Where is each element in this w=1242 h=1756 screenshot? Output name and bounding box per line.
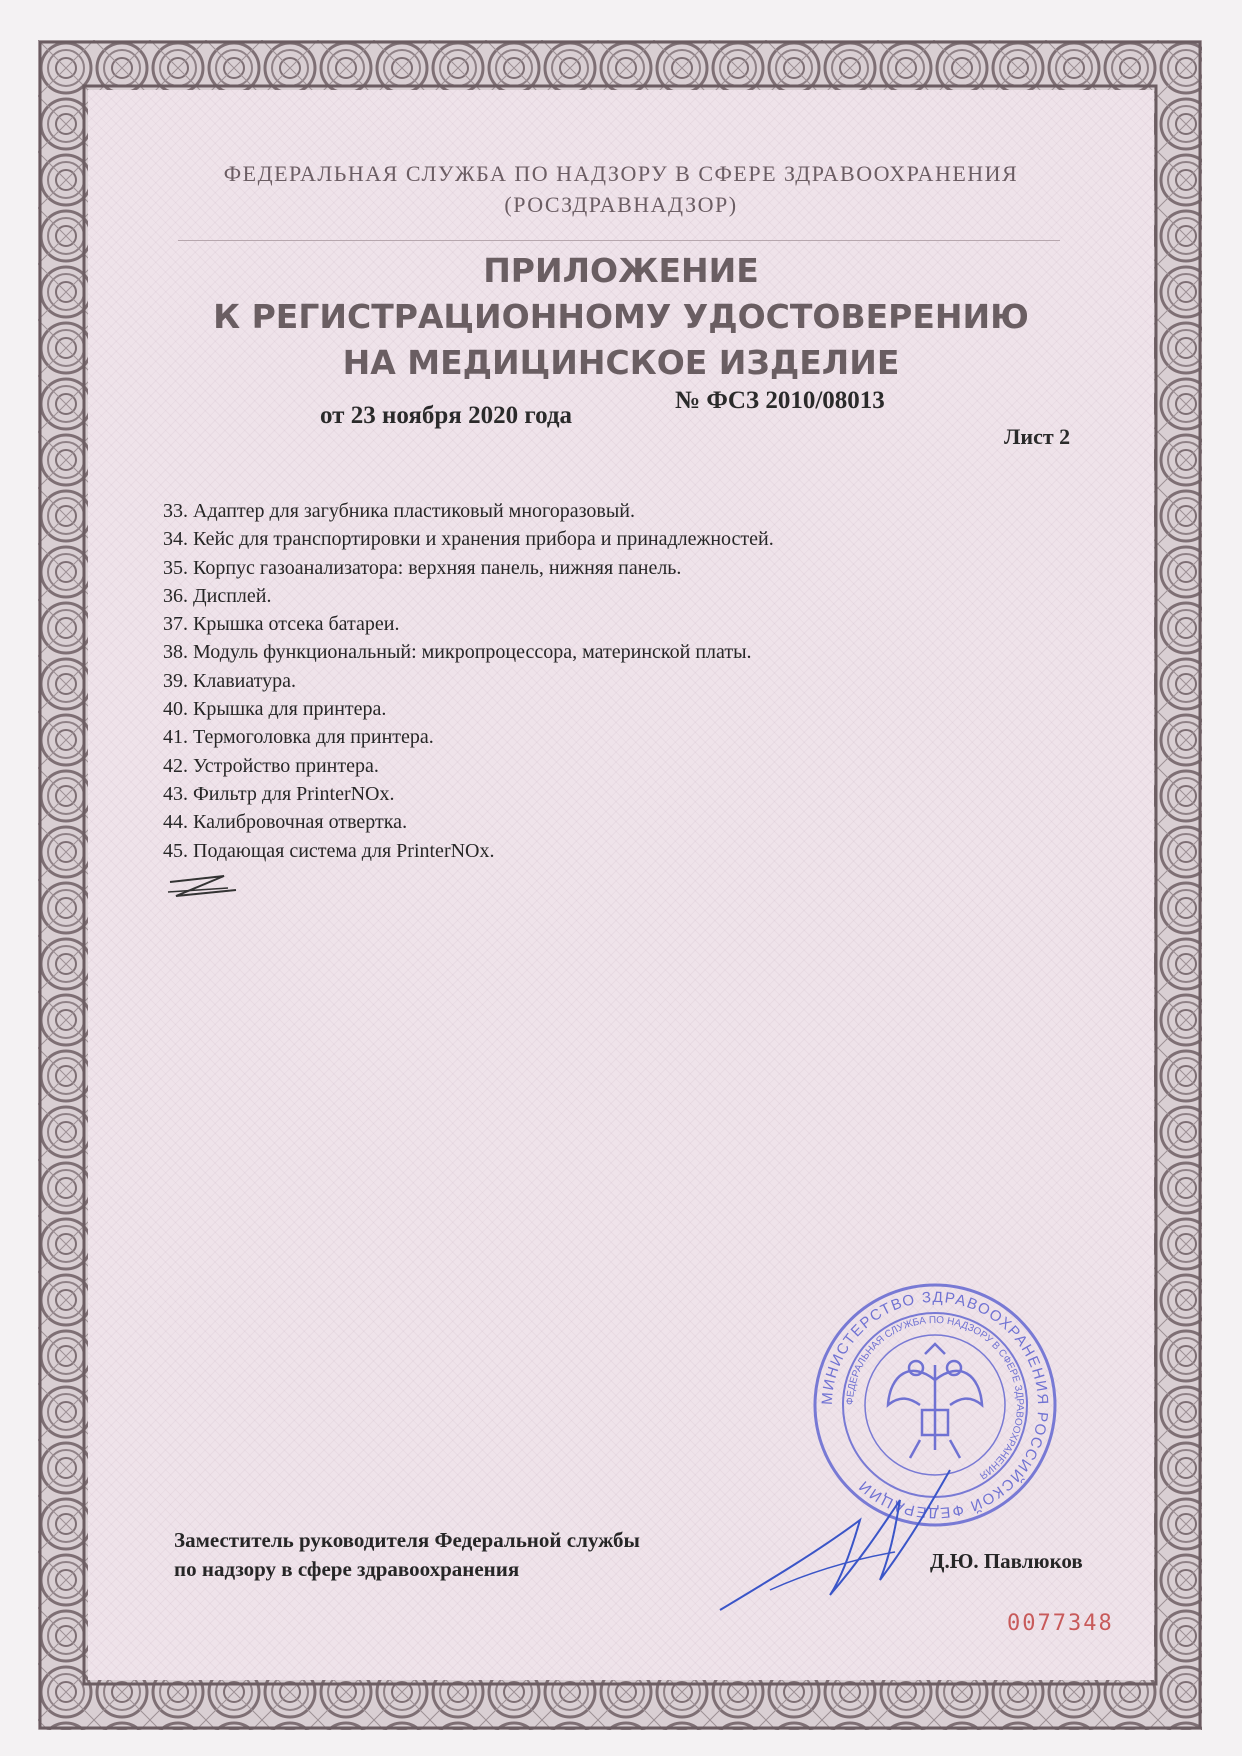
seal-inner-text: ФЕДЕРАЛЬНАЯ СЛУЖБА ПО НАДЗОРУ В СФЕРЕ ЗДРАВООХРАНЕНИЯ	[844, 1314, 1026, 1481]
sheet-number: Лист 2	[1004, 424, 1071, 449]
agency-short-name: (РОСЗДРАВНАДЗОР)	[504, 192, 738, 217]
registration-number: № ФСЗ 2010/08013	[675, 387, 885, 414]
list-item: 39. Клавиатура.	[163, 669, 297, 692]
list-item: 45. Подающая система для PrinterNOx.	[163, 839, 495, 862]
list-item: 43. Фильтр для PrinterNOx.	[163, 782, 395, 805]
issue-date: от 23 ноября 2020 года	[320, 402, 572, 429]
list-item: 42. Устройство принтера.	[163, 754, 379, 777]
title-line-2: К РЕГИСТРАЦИОННОМУ УДОСТОВЕРЕНИЮ	[213, 297, 1029, 336]
list-item: 33. Адаптер для загубника пластиковый многоразовый.	[163, 500, 635, 522]
list-item: 44. Калибровочная отвертка.	[163, 811, 408, 834]
list-item: 35. Корпус газоанализатора: верхняя панель, нижняя панель.	[163, 556, 682, 579]
list-item: 41. Термоголовка для принтера.	[163, 726, 434, 749]
handwritten-signature	[710, 1460, 960, 1620]
agency-header	[0, 158, 1242, 220]
double-headed-eagle-icon	[888, 1344, 982, 1458]
list-item: 36. Дисплей.	[163, 584, 272, 607]
header-divider	[178, 240, 1060, 241]
form-serial-number: 0077348	[1007, 1611, 1114, 1636]
signatory-name: Д.Ю. Павлюков	[930, 1549, 1083, 1573]
list-item: 38. Модуль функциональный: микропроцессора, материнской платы.	[163, 641, 752, 664]
signatory-position-line-1: Заместитель руководителя Федеральной службы	[174, 1528, 640, 1552]
signatory-position-line-2: по надзору в сфере здравоохранения	[174, 1557, 520, 1581]
agency-name: ФЕДЕРАЛЬНАЯ СЛУЖБА ПО НАДЗОРУ В СФЕРЕ ЗДРАВООХРАНЕНИЯ	[223, 161, 1019, 186]
title-line-3: НА МЕДИЦИНСКОЕ ИЗДЕЛИЕ	[342, 343, 900, 382]
list-item: 37. Крышка отсека батареи.	[163, 613, 400, 636]
list-item: 40. Крышка для принтера.	[163, 698, 387, 721]
title-line-1: ПРИЛОЖЕНИЕ	[483, 251, 759, 290]
items-list	[163, 497, 774, 865]
list-item: 34. Кейс для транспортировки и хранения прибора и принадлежностей.	[163, 528, 774, 551]
list-closing-mark	[166, 870, 246, 910]
signatory-position	[174, 1526, 640, 1584]
seal-outer-text: МИНИСТЕРСТВО ЗДРАВООХРАНЕНИЯ РОССИЙСКОЙ ФЕДЕРАЦИИ	[818, 1288, 1052, 1522]
document-title	[0, 248, 1242, 386]
